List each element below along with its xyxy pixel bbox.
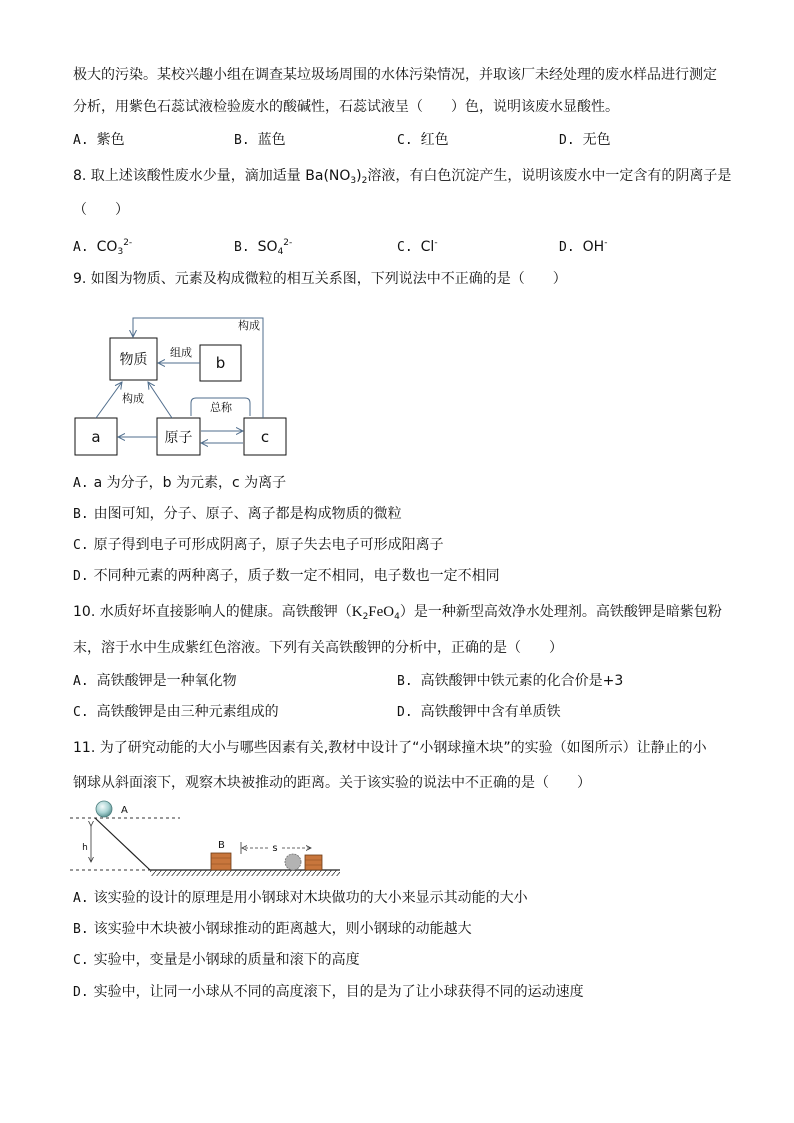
q9-option-c [73,535,444,555]
option-label: D. [559,240,575,255]
q11-kinetic-energy-experiment-figure [60,800,350,885]
option-label: C. [397,240,413,255]
option-label: B. [234,133,250,148]
option-label: D. [397,705,413,720]
q7-option-c [397,130,449,150]
a-to-substance-arrow [96,382,122,418]
b-box-label: b [215,354,226,372]
option-label: C. [397,133,413,148]
wood-block-moved [305,855,322,870]
atom-box-label: 原子 [164,430,193,446]
q8-option-c [397,233,438,253]
option-text: 不同种元素的两种离子，质子数一定不相同，电子数也一定不相同 [93,568,500,584]
q8-stem-line-2: （ ） [73,202,129,218]
steel-ball-a [96,801,112,817]
formula-charge: 2- [283,238,293,248]
formula-subscript: 3 [117,247,124,257]
formula-charge: - [434,238,438,248]
c-to-substance-label: 构成 [238,319,260,332]
q10-stem-line-2: 末，溶于水中生成紫红色溶液。下列有关高铁酸钾的分析中，正确的是（ ） [73,640,563,656]
formula-base: CO [96,239,118,255]
option-label: A. [73,476,89,491]
q10-stem-post: ）是一种新型高效净水处理剂。高铁酸钾是暗紫包粉 [399,604,722,620]
option-text: 由图可知，分子、原子、离子都是构成物质的微粒 [93,506,402,522]
option-label: A. [73,891,89,906]
q7-option-d [559,130,611,150]
a-box-label: a [91,428,101,446]
option-label: D. [73,985,89,1000]
option-label: A. [73,240,89,255]
q11-option-a [73,888,528,908]
option-label: D. [73,569,89,584]
q11-stem-line-2: 钢球从斜面滚下，观察木块被推动的距离。关于该实验的说法中不正确的是（ ） [73,775,591,791]
option-text: 高铁酸钾是一种氧化物 [96,673,237,689]
option-text: 无色 [582,132,611,148]
q9-option-a [73,473,286,493]
q8-stem-post: 溶液，有白色沉淀产生，说明该废水中一定含有的阴离子是 [367,168,732,184]
option-text: 红色 [420,132,449,148]
q11-option-b [73,919,472,939]
collective-label: 总称 [210,401,232,414]
q7-stem-line-1: 极大的污染。某校兴趣小组在调查某垃圾场周围的水体污染情况，并取该厂未经处理的废水样品进行测定 [73,67,717,83]
option-text: 该实验的设计的原理是用小钢球对木块做功的大小来显示其动能的大小 [93,890,528,906]
option-text: 高铁酸钾是由三种元素组成的 [96,704,279,720]
option-label: D. [559,133,575,148]
option-text: 蓝色 [257,132,286,148]
height-label: h [82,843,88,853]
q9-option-b [73,504,402,524]
formula-base: SO [257,239,278,255]
q7-stem-line-2: 分析，用紫色石蕊试液检验废水的酸碱性，石蕊试液呈（ ）色，说明该废水显酸性。 [73,99,619,115]
c-box-label: c [260,428,270,446]
q8-stem-line-1 [73,166,731,186]
q9-relationship-diagram [60,300,300,465]
substance-box-label: 物质 [119,352,148,368]
q8-stem-subscript-2: 2 [361,176,368,186]
ball-a-label: A [121,805,128,816]
q10-option-d [397,702,561,722]
option-text: 该实验中木块被小钢球推动的距离越大，则小钢球的动能越大 [93,921,472,937]
q11-stem-line-1: 11. 为了研究动能的大小与哪些因素有关,教材中设计了“小钢球撞木块”的实验（如图所示）让静止的小 [73,740,707,756]
option-text: 实验中，让同一小球从不同的高度滚下，目的是为了让小球获得不同的运动速度 [93,984,584,1000]
option-label: C. [73,953,89,968]
option-text: 紫色 [96,132,125,148]
option-label: C. [73,538,89,553]
option-label: B. [234,240,250,255]
atom-to-substance-label: 构成 [122,392,144,405]
q7-option-b [234,130,286,150]
q9-stem: 9. 如图为物质、元素及构成微粒的相互关系图，下列说法中不正确的是（ ） [73,271,567,287]
c-to-substance-arrow [133,318,263,418]
q8-option-b [234,233,293,257]
q8-stem-subscript-1: 3 [350,176,357,186]
option-text: 原子得到电子可形成阴离子，原子失去电子可形成阳离子 [93,537,444,553]
q10-option-a [73,671,237,691]
formula-base: Cl [420,239,435,255]
option-text: 实验中，变量是小钢球的质量和滚下的高度 [93,952,360,968]
q8-stem-pre: 8. 取上述该酸性废水少量，滴加适量 Ba(NO [73,168,351,184]
q8-option-d [559,233,607,253]
option-label: A. [73,674,89,689]
formula-k: K [351,604,363,620]
option-label: B. [397,674,413,689]
option-label: B. [73,507,89,522]
steel-ball-after-impact [285,854,301,870]
q7-option-a [73,130,125,150]
q11-option-c [73,950,360,970]
option-text: 高铁酸钾中含有单质铁 [420,704,561,720]
formula-k-subscript: 2 [362,612,369,622]
q11-option-d [73,982,584,1002]
q10-stem-line-1 [73,602,722,622]
incline-ramp [95,818,150,870]
q8-option-a [73,233,133,257]
formula-subscript: 4 [277,247,284,257]
ground-hatching [150,870,340,876]
option-label: B. [73,922,89,937]
formula-charge: 2- [123,238,133,248]
option-text: a 为分子，b 为元素，c 为离子 [93,475,287,491]
option-label: A. [73,133,89,148]
formula-charge: - [604,238,608,248]
block-b-label: B [218,840,225,851]
formula-feo: FeO [368,604,395,620]
wood-block-b [211,853,231,870]
option-label: C. [73,705,89,720]
atom-to-substance-arrow [148,382,172,418]
formula-feo-subscript: 4 [394,612,400,622]
formula-base: OH [582,239,605,255]
q10-stem-pre: 10. 水质好坏直接影响人的健康。高铁酸钾（ [73,604,352,620]
q10-option-c [73,702,279,722]
q9-option-d [73,566,500,586]
b-to-substance-label: 组成 [170,346,192,359]
q8-stem-mid: ) [356,168,362,184]
distance-label: s [272,843,278,854]
option-text: 高铁酸钾中铁元素的化合价是+3 [420,673,624,689]
q10-option-b [397,671,623,691]
